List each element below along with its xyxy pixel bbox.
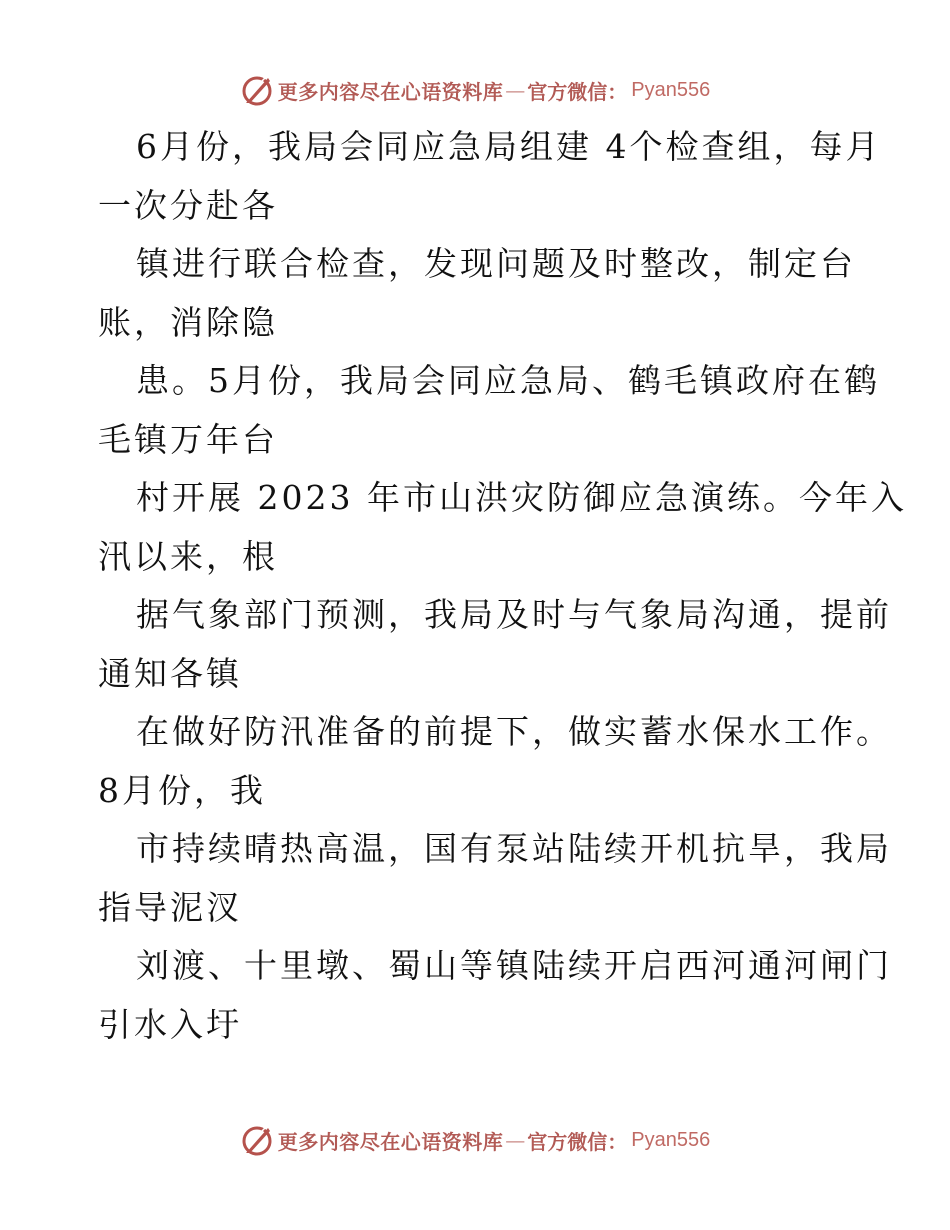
text-line: 6月份，我局会同应急局组建 4个检查组，每月 xyxy=(136,127,882,166)
header-site-text: 更多内容尽在心语资料库 xyxy=(277,79,504,104)
text-line: 市持续晴热高温，国有泵站陆续开机抗旱，我局 xyxy=(136,829,892,868)
text-line: 引水入圩 xyxy=(98,1004,242,1044)
text-line: 通知各镇 xyxy=(98,653,242,693)
footer-wechat-label: 官方微信： xyxy=(527,1129,628,1154)
text-line: 镇进行联合检查，发现问题及时整改，制定台 xyxy=(136,244,856,283)
text-line: 一次分赴各 xyxy=(98,185,278,225)
text-line: 指导泥汊 xyxy=(98,887,242,927)
header-watermark-banner xyxy=(0,70,950,110)
footer-separator: — xyxy=(505,1128,526,1152)
footer-site-text: 更多内容尽在心语资料库 xyxy=(277,1129,504,1154)
quill-logo-icon xyxy=(240,73,274,107)
header-wechat-label: 官方微信： xyxy=(527,79,628,104)
document-body xyxy=(98,118,907,1054)
text-line: 据气象部门预测，我局及时与气象局沟通，提前 xyxy=(136,595,892,634)
footer-wechat-id: Pyan556 xyxy=(631,1128,711,1151)
text-line: 账，消除隐 xyxy=(98,302,278,342)
text-line: 汛以来，根 xyxy=(98,536,278,576)
text-line: 在做好防汛准备的前提下，做实蓄水保水工作。 xyxy=(136,712,892,751)
header-wechat-id: Pyan556 xyxy=(631,78,711,101)
text-line: 8月份，我 xyxy=(98,770,266,810)
header-separator: — xyxy=(505,78,526,102)
footer-watermark-banner xyxy=(0,1120,950,1160)
text-line: 毛镇万年台 xyxy=(98,419,278,459)
text-line: 刘渡、十里墩、蜀山等镇陆续开启西河通河闸门 xyxy=(136,946,892,985)
text-line: 村开展 2023 年市山洪灾防御应急演练。今年入 xyxy=(136,478,907,517)
quill-logo-icon xyxy=(240,1123,274,1157)
text-line: 患。5月份，我局会同应急局、鹤毛镇政府在鹤 xyxy=(136,361,880,400)
